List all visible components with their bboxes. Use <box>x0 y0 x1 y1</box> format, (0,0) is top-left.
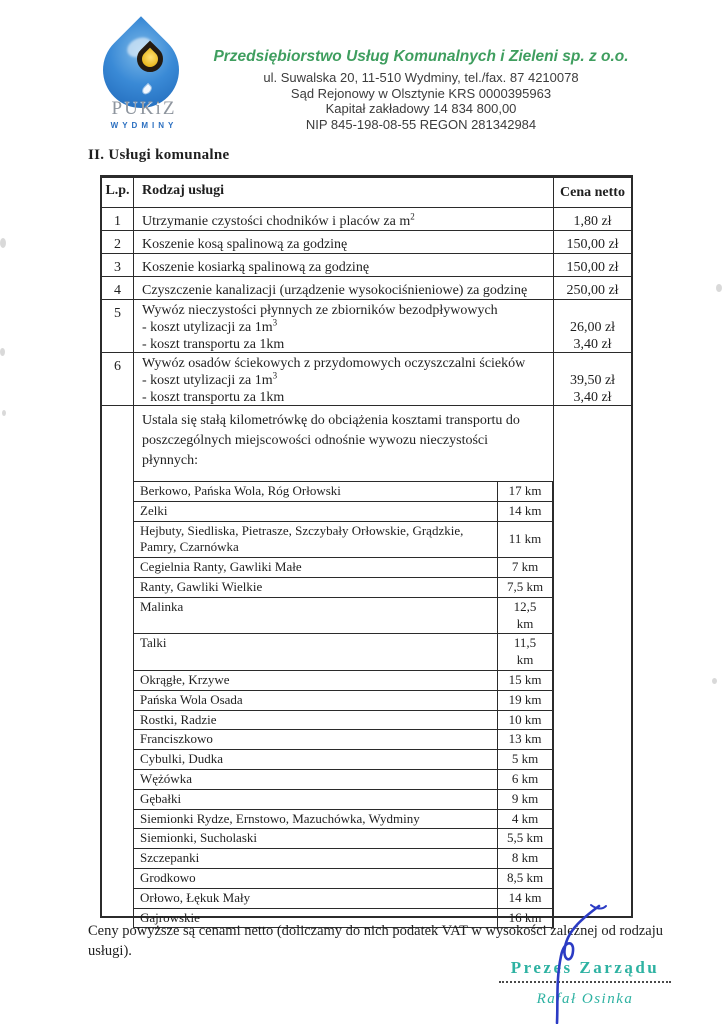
place-names: Berkowo, Pańska Wola, Róg Orłowski <box>134 482 498 501</box>
price-value: 150,00 zł <box>566 237 619 252</box>
letterhead <box>186 48 656 132</box>
place-names: Malinka <box>134 598 498 634</box>
scan-speck <box>712 678 717 684</box>
distance-row <box>134 671 552 691</box>
place-names: Ranty, Gawliki Wielkie <box>134 578 498 597</box>
table-row <box>102 353 631 406</box>
service-name: Czyszczenie kanalizacji (urządzenie wysokociśnieniowe) za godzinę <box>134 277 554 299</box>
service-name: Wywóz osadów ściekowych z przydomowych oczyszczalni ścieków - koszt utylizacji za $1m^3$ - koszt transportu za 1km <box>134 353 554 405</box>
table-row <box>102 254 631 277</box>
price-value: 250,00 zł <box>566 283 619 298</box>
distance-row <box>134 711 552 731</box>
row-number: 3 <box>102 254 134 276</box>
kilometer-note-text: Ustala się stałą kilometrówkę do obciążenia kosztami transportu do poszczególnych miejscowości odnośnie wywozu nieczystości płynnych: <box>142 413 520 468</box>
distance-value: 7,5 km <box>506 578 544 594</box>
distance-row <box>134 578 552 598</box>
place-names: Szczepanki <box>134 849 498 868</box>
service-name: Wywóz nieczystości płynnych ze zbiorników bezodpływowych - koszt utylizacji za $1m^3$ - koszt transportu za 1km <box>134 300 554 352</box>
place-names: Talki <box>134 634 498 670</box>
service-name: Koszenie kosą spalinową za godzinę <box>134 231 554 253</box>
empty-lp-cell <box>102 406 134 928</box>
distance-value: 16 km <box>508 909 542 925</box>
distance-row <box>134 730 552 750</box>
distance-value: 12,5 km <box>513 598 537 631</box>
distance-row <box>134 750 552 770</box>
place-names: Wężówka <box>134 770 498 789</box>
scan-speck <box>0 238 6 248</box>
scan-speck <box>2 410 6 416</box>
company-name: Przedsiębiorstwo Usług Komunalnych i Zieleni sp. z o.o. <box>213 48 629 65</box>
distance-value: 14 km <box>508 889 542 905</box>
header-price: Cena netto <box>560 185 625 200</box>
share-capital-line: Kapitał zakładowy 14 834 800,00 <box>325 101 517 116</box>
distance-value: 5,5 km <box>506 830 544 846</box>
header-lp: L.p. <box>102 178 134 207</box>
empty-price-cell <box>554 406 631 928</box>
stamp-title: Prezes Zarządu <box>510 958 660 977</box>
distance-row <box>134 810 552 830</box>
distance-row <box>134 829 552 849</box>
court-registry-line: Sąd Rejonowy w Olsztynie KRS 0000395963 <box>290 85 552 101</box>
pen-signature <box>525 903 615 1024</box>
distance-value: 14 km <box>508 502 542 518</box>
place-names: Rostki, Radzie <box>134 711 498 730</box>
distance-value: 7 km <box>511 559 539 575</box>
price-values: 26,00 zł 3,40 zł <box>569 319 616 352</box>
place-names: Gajrowskie <box>134 909 498 928</box>
logo-acronym: PUKiZ <box>111 98 177 119</box>
nip-regon-line: NIP 845-198-08-55 REGON 281342984 <box>305 116 537 132</box>
distance-row <box>134 522 552 559</box>
distance-value: 11,5 km <box>513 635 537 668</box>
distance-row <box>134 770 552 790</box>
stamp-signatory-name: Rafał Osinka <box>536 991 634 1007</box>
table-row <box>102 277 631 300</box>
distance-row <box>134 634 552 671</box>
distance-value: 19 km <box>508 691 542 707</box>
price-value: 1,80 zł <box>573 214 612 229</box>
logo-town-label: WYDMINY <box>110 121 178 130</box>
header-service: Rodzaj usługi <box>134 178 554 207</box>
distance-row <box>134 889 552 909</box>
row-number: 6 <box>102 353 134 405</box>
distance-row <box>134 558 552 578</box>
section-title: II. Usługi komunalne <box>88 147 230 163</box>
place-names: Pańska Wola Osada <box>134 691 498 710</box>
price-value: 150,00 zł <box>566 260 619 275</box>
place-names: Siemionki, Sucholaski <box>134 829 498 848</box>
distance-value: 8 km <box>511 850 539 866</box>
distance-row <box>134 790 552 810</box>
distance-value: 5 km <box>511 751 539 767</box>
distance-value: 11 km <box>508 530 542 546</box>
place-names: Cegielnia Ranty, Gawliki Małe <box>134 558 498 577</box>
distance-value: 8,5 km <box>506 869 544 885</box>
distance-row <box>134 869 552 889</box>
service-name: Utrzymanie czystości chodników i placów za $m^2$ <box>134 208 554 230</box>
distance-row <box>134 482 552 502</box>
distance-value: 10 km <box>508 711 542 727</box>
place-names: Cybulki, Dudka <box>134 750 498 769</box>
place-names: Zelki <box>134 502 498 521</box>
place-names: Okrągłe, Krzywe <box>134 671 498 690</box>
distance-value: 17 km <box>508 483 542 498</box>
distance-value: 13 km <box>508 731 542 747</box>
distance-value: 6 km <box>511 770 539 786</box>
scan-speck <box>0 348 5 356</box>
scan-speck <box>716 284 722 292</box>
price-values: 39,50 zł 3,40 zł <box>569 372 616 405</box>
table-row <box>102 231 631 254</box>
row-number: 4 <box>102 277 134 299</box>
distance-row <box>134 502 552 522</box>
distance-value: 15 km <box>508 671 542 687</box>
place-names: Orłowo, Łękuk Mały <box>134 889 498 908</box>
service-name: Koszenie kosiarką spalinową za godzinę <box>134 254 554 276</box>
distance-row <box>134 598 552 635</box>
place-names: Hejbuty, Siedliska, Pietrasze, Szczybały Orłowskie, Grądzkie, Pamry, Czarnówka <box>134 522 498 558</box>
table-header-row <box>102 178 631 208</box>
table-row <box>102 208 631 231</box>
price-table <box>100 175 633 925</box>
table-row <box>102 300 631 353</box>
place-names: Franciszkowo <box>134 730 498 749</box>
row-number: 5 <box>102 300 134 352</box>
place-names: Gębałki <box>134 790 498 809</box>
place-names: Grodkowo <box>134 869 498 888</box>
distance-value: 9 km <box>511 790 539 806</box>
kilometer-note-cell <box>134 406 554 928</box>
distance-table <box>134 481 553 928</box>
kilometer-note-row <box>102 406 631 928</box>
row-number: 1 <box>102 208 134 230</box>
distance-value: 4 km <box>511 810 539 826</box>
address-line: ul. Suwalska 20, 11-510 Wydminy, tel./fax. 87 4210078 <box>263 70 579 85</box>
place-names: Siemionki Rydze, Ernstowo, Mazuchówka, Wydminy <box>134 810 498 829</box>
row-number: 2 <box>102 231 134 253</box>
distance-row <box>134 691 552 711</box>
distance-row <box>134 849 552 869</box>
vat-note: Ceny powyższe są cenami netto (doliczamy do nich podatek VAT w wysokości zależnej od rodzaju usługi). <box>88 923 664 959</box>
